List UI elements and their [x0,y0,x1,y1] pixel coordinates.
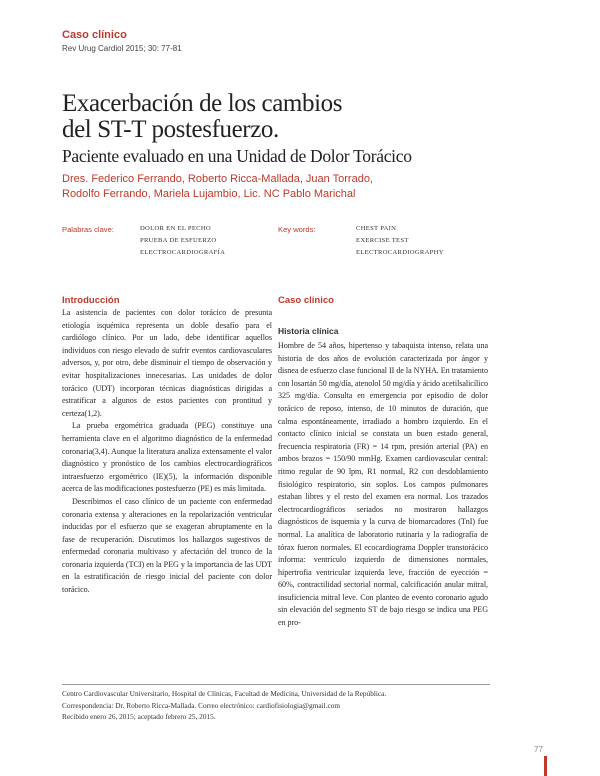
paragraph: La asistencia de pacientes con dolor torácico de presunta etiología isquémica representa un doble desafío para el cardiólogo clínico. Por un lado, debe identificar aquellos individuos con riesgo elevado de sufrir eventos cardiovasculares adversos, y, por otro, debe disminuir el tiempo de observación y evitar hospitalizaciones innecesarias. Las unidades de dolor torácico (UDT) incorporan técnicas diagnósticas dirigidas a estratificar a algunos de estos pacientes con prontitud y certeza(1,2). [62,308,272,418]
keywords-en-list [356,223,444,259]
introduccion-body [62,307,272,597]
section-label: Caso clínico [62,29,127,41]
title-line-1: Exacerbación de los cambios [62,90,343,117]
journal-citation: Rev Urug Cardiol 2015; 30: 77-81 [62,44,182,53]
keyword: CHEST PAIN [356,225,397,232]
historia-subheading: Historia clínica [278,326,339,336]
authors-line-1: Dres. Federico Ferrando, Roberto Ricca-Mallada, Juan Torrado, [62,173,373,185]
paragraph: La prueba ergométrica graduada (PEG) constituye una herramienta clave en el algoritmo diagnóstico de la enfermedad coronaria(3,4). Aunque la literatura analiza extensamente el valor diagnóstico y pronóstico de los cambios electrocardiográficos intraesfuerzo ergométrico (IE)(5), la información disponible acerca de las modificaciones postesfuerzo (PE) es más limitada. [62,421,272,494]
keywords-en-label: Key words: [278,225,316,234]
keyword: ELECTROCARDIOGRAFÍA [140,249,226,256]
author-list [62,172,373,202]
keywords-es-label: Palabras clave: [62,225,114,234]
footer-divider [62,684,490,685]
paragraph: Hombre de 54 años, hipertenso y tabaquista intenso, relata una historia de dos años de evolución caracterizada por ángor y disnea de esfuerzo clase funcional II de la NYHA. En tratamiento con losartán 50 mg/día, atenolol 50 mg/día y ácido acetilsalicílico 325 mg/día. Consulta en emergencia por episodio de dolor torácico de reposo, intenso, de 10 minutos de duración, que calma espontáneamente, irradiado a hombro izquierdo. En el contacto clínico inicial se constata un buen estado general, frecuencia respiratoria (FR) = 14 rpm, presión arterial (PA) en ambos brazos = 150/90 mmHg. Examen cardiovascular central: ritmo regular de 90 lpm, R1 normal, R2 con desdoblamiento fisiológico respiratorio, sin soplos. Los campos pulmonares estaban libres y el resto del examen era normal. Los trazados electrocardiográficos seriados no mostraron hallazgos diagnósticos de isquemia y la curva de biomarcadores (TnI) fue normal. La analítica de laboratorio rutinaria y la radiografía de tórax fueron normales. El ecocardiograma Doppler transtorácico informa: ventrículo izquierdo de dimensiones normales, hipertrofia ventricular izquierda leve, fracción de eyección = 60%, contractilidad sectorial normal, calcificación anular mitral, insuficiencia mitral leve. Con planteo de evento coronario agudo sin elevación del segmento ST de bajo riesgo se indica una PEG en pro- [278,341,488,628]
page-accent-bar [544,756,547,776]
introduccion-heading: Introducción [62,295,120,306]
title-line-2: del ST-T postesfuerzo. [62,116,279,143]
paragraph: Describimos el caso clínico de un paciente con enfermedad coronaria extensa y alteraciones en la repolarización ventricular inducidas por el esfuerzo que se exageran abruptamente en la fase de recuperación. Discutimos los hallazgos sugestivos de enfermedad coronaria multivaso y afectación del tronco de la coronaria izquierda (TCI) en la PEG y la importancia de las UDT en la estratificación de riesgo inicial del paciente con dolor torácico. [62,496,272,595]
correspondence: Correspondencia: Dr. Roberto Ricca-Mallada. Correo electrónico: cardiofisiologia@gmail.com [62,700,341,710]
article-subtitle: Paciente evaluado en una Unidad de Dolor Torácico [62,146,412,166]
article-title [62,91,342,143]
keyword: EXERCISE TEST [356,237,409,244]
keyword: ELECTROCARDIOGRAPHY [356,249,444,256]
footer-notes [62,688,492,723]
caso-heading: Caso clínico [278,295,334,306]
received-dates: Recibido enero 26, 2015; aceptado febrero 25, 2015. [62,712,216,721]
keyword: PRUEBA DE ESFUERZO [140,237,217,244]
caso-body [278,340,488,630]
keywords-es-list [140,223,225,259]
affiliation: Centro Cardiovascular Universitario, Hospital de Clínicas, Facultad de Medicina, Universidad de la República. [62,689,387,698]
page-number: 77 [534,745,543,754]
keyword: DOLOR EN EL PECHO [140,225,211,232]
authors-line-2: Rodolfo Ferrando, Mariela Lujambio, Lic. NC Pablo Marichal [62,188,356,200]
